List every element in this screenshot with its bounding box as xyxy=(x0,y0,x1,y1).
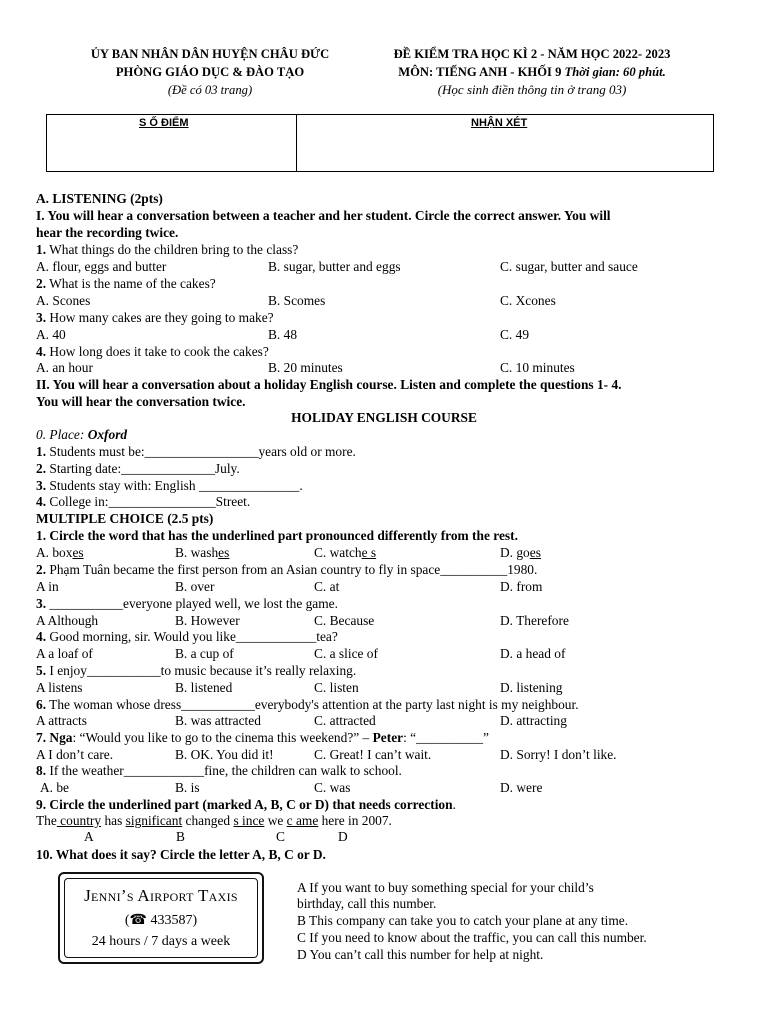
question-number: 6. xyxy=(36,697,47,712)
gap-suffix: Street. xyxy=(215,494,251,509)
question-number: 1. xyxy=(36,242,47,257)
gap-number: 1. xyxy=(36,444,47,459)
question-text: How long does it take to cook the cakes? xyxy=(46,344,269,359)
sentence-word: has xyxy=(101,813,126,828)
box-divider xyxy=(296,115,297,171)
option[interactable] xyxy=(175,545,229,561)
option-text: B. wash xyxy=(175,545,219,560)
time-allowed: Thời gian: 60 phút. xyxy=(564,65,666,79)
option[interactable] xyxy=(314,545,376,561)
part-letter-c: C xyxy=(276,829,285,844)
underlined-part-a[interactable]: country xyxy=(56,813,102,828)
option-letter: B xyxy=(297,913,306,928)
question-number: 9. xyxy=(36,797,47,812)
option[interactable]: A. an hour xyxy=(36,360,93,375)
option-letter: D xyxy=(297,947,307,962)
option-text: This company can take you to catch your plane at any time. xyxy=(305,913,629,928)
gap-prompt: Students stay with: English xyxy=(46,478,199,493)
mc-q7-stem xyxy=(36,730,489,746)
answer-blank[interactable]: _________________ xyxy=(144,444,259,459)
question-text: Circle the word that has the underlined part pronounced differently from the rest. xyxy=(46,528,518,543)
option[interactable]: C. a slice of xyxy=(314,646,378,661)
gap-item xyxy=(36,461,240,477)
option[interactable]: C. was xyxy=(314,780,351,795)
question-text: Good morning, sir. Would you like____________tea? xyxy=(46,629,338,644)
gap-number: 2. xyxy=(36,461,47,476)
option[interactable]: C. 49 xyxy=(500,327,530,342)
option[interactable]: B. sugar, butter and eggs xyxy=(268,259,401,274)
question-text: If the weather____________fine, the children can walk to school. xyxy=(46,763,402,778)
listening-q4-stem xyxy=(36,344,269,360)
option-text: If you need to know about the traffic, you can call this number. xyxy=(305,930,647,945)
underlined-part: es xyxy=(72,545,84,560)
option[interactable]: D. were xyxy=(500,780,543,795)
score-label: S Ố ĐIỂM xyxy=(139,117,189,129)
department-name: PHÒNG GIÁO DỤC & ĐÀO TẠO xyxy=(115,65,305,79)
mc-q1-instruction xyxy=(36,528,518,544)
question-number: 10. xyxy=(36,847,53,862)
error-sentence xyxy=(36,813,392,829)
part-letter-d: D xyxy=(338,829,348,844)
answer-blank[interactable]: _______________. xyxy=(198,478,303,493)
info-note: (Học sinh điền thông tin ở trang 03) xyxy=(437,82,627,97)
question-number: 8. xyxy=(36,763,47,778)
sign-hours: 24 hours / 7 days a week xyxy=(91,934,231,949)
gap-prompt: Students must be: xyxy=(46,444,145,459)
question-text: : “Would you like to go to the cinema this weekend?” – xyxy=(72,730,373,745)
place-label: 0. Place: xyxy=(36,427,88,442)
mc-q10-instruction xyxy=(36,847,326,863)
exam-title: ĐỀ KIỂM TRA HỌC KÌ 2 - NĂM HỌC 2022- 2023 xyxy=(393,47,671,61)
option-letter: A xyxy=(297,880,306,895)
question-number: 3. xyxy=(36,310,47,325)
option[interactable]: B. is xyxy=(175,780,200,795)
district-name: ỦY BAN NHÂN DÂN HUYỆN CHÂU ĐỨC xyxy=(90,47,330,61)
option[interactable]: A. 40 xyxy=(36,327,66,342)
part1-instruction-line2: hear the recording twice. xyxy=(36,225,179,240)
question-text: How many cakes are they going to make? xyxy=(46,310,274,325)
listening-q2-stem xyxy=(36,276,216,292)
question-number: 7. xyxy=(36,730,47,745)
speaker-nga: Nga xyxy=(46,730,73,745)
gap-suffix: July. xyxy=(214,461,240,476)
listening-q3-stem xyxy=(36,310,274,326)
option[interactable]: A a loaf of xyxy=(36,646,93,661)
option[interactable]: C. listen xyxy=(314,680,359,695)
gap-suffix: years old or more. xyxy=(258,444,356,459)
gap-item xyxy=(36,478,303,494)
underlined-part-b[interactable]: significant xyxy=(125,813,183,828)
option[interactable]: C. sugar, butter and sauce xyxy=(500,259,638,274)
question-text: What does it say? Circle the letter A, B, C or D. xyxy=(52,847,326,862)
option[interactable]: A. be xyxy=(40,780,70,795)
gap-item xyxy=(36,494,250,510)
mc-title: MULTIPLE CHOICE (2.5 pts) xyxy=(36,511,214,526)
option[interactable]: B. 48 xyxy=(268,327,298,342)
gap-number: 3. xyxy=(36,478,47,493)
underlined-part: es xyxy=(529,545,541,560)
option[interactable]: C. 10 minutes xyxy=(500,360,575,375)
option[interactable]: C. Because xyxy=(314,613,375,628)
sentence-word: changed xyxy=(182,813,234,828)
option[interactable]: A listens xyxy=(36,680,83,695)
question-text: I enjoy___________to music because it’s really relaxing. xyxy=(46,663,357,678)
gap-number: 4. xyxy=(36,494,47,509)
sentence-word: here in 2007. xyxy=(318,813,392,828)
sign-phone: (☎ 433587) xyxy=(124,913,198,928)
question-blank: : “__________” xyxy=(403,730,490,745)
mc-q3-stem xyxy=(36,596,338,612)
question-text: The woman whose dress___________everybody's attention at the party last night is my neighbour. xyxy=(46,697,579,712)
underlined-part: es xyxy=(218,545,230,560)
option[interactable]: A in xyxy=(36,579,59,594)
question-number: 5. xyxy=(36,663,47,678)
option-text: A. box xyxy=(36,545,73,560)
question-number: 3. xyxy=(36,596,47,611)
listening-title: A. LISTENING (2pts) xyxy=(36,191,163,206)
subject-line xyxy=(372,64,692,80)
question-text: What is the name of the cakes? xyxy=(46,276,216,291)
question-text: Circle the underlined part (marked A, B, C or D) that needs correction xyxy=(46,797,453,812)
option[interactable]: A. Scones xyxy=(36,293,91,308)
option[interactable]: D. attracting xyxy=(500,713,567,728)
option[interactable] xyxy=(36,545,84,561)
option[interactable] xyxy=(500,545,541,561)
option[interactable]: C. Xcones xyxy=(500,293,556,308)
option[interactable]: C. at xyxy=(314,579,340,594)
option[interactable]: A I don’t care. xyxy=(36,747,114,762)
mc-q9-instruction xyxy=(36,797,456,813)
underlined-part-c[interactable]: s ince xyxy=(233,813,265,828)
option[interactable]: B. was attracted xyxy=(175,713,261,728)
option[interactable]: D. Therefore xyxy=(500,613,569,628)
part1-instruction-line1: I. You will hear a conversation between a teacher and her student. Circle the correct answer. You will xyxy=(36,208,611,223)
option[interactable]: B. a cup of xyxy=(175,646,234,661)
answer-blank[interactable]: ______________ xyxy=(121,461,215,476)
option[interactable]: B. over xyxy=(175,579,215,594)
question-number: 1. xyxy=(36,528,47,543)
part-letter-b: B xyxy=(176,829,185,844)
option[interactable]: C. Great! I can’t wait. xyxy=(314,747,432,762)
subject-label: MÔN: TIẾNG ANH - KHỐI 9 xyxy=(398,65,565,79)
instruction-period: . xyxy=(452,797,456,812)
option[interactable]: B. listened xyxy=(175,680,233,695)
speaker-peter: Peter xyxy=(372,730,404,745)
place-example xyxy=(36,427,127,443)
option-text: D. go xyxy=(500,545,530,560)
option[interactable]: A attracts xyxy=(36,713,87,728)
question-text: Phạm Tuân became the first person from an Asian country to fly in space__________1980. xyxy=(46,562,538,577)
option[interactable]: B. 20 minutes xyxy=(268,360,343,375)
taxi-sign-image xyxy=(58,872,264,964)
option[interactable]: C. attracted xyxy=(314,713,376,728)
mc-q5-stem xyxy=(36,663,356,679)
option[interactable]: D. from xyxy=(500,579,543,594)
mc-q2-stem xyxy=(36,562,537,578)
sentence-word: The xyxy=(36,813,57,828)
part2-instruction-line1: II. You will hear a conversation about a holiday English course. Listen and complete the questions 1- 4. xyxy=(36,377,622,392)
option-letter: C xyxy=(297,930,306,945)
option-text: C. watch xyxy=(314,545,362,560)
part2-instruction-line2: You will hear the conversation twice. xyxy=(36,394,246,409)
place-value: Oxford xyxy=(87,427,128,442)
option[interactable]: B. However xyxy=(175,613,240,628)
option-text: If you want to buy something special for your child’s xyxy=(305,880,594,895)
question-number: 4. xyxy=(36,629,47,644)
option[interactable] xyxy=(297,947,543,963)
underlined-part-d[interactable]: c ame xyxy=(286,813,319,828)
option-text: You can’t call this number for help at night. xyxy=(306,947,544,962)
option[interactable]: B. Scomes xyxy=(268,293,326,308)
mc-q8-stem xyxy=(36,763,402,779)
option[interactable]: A Although xyxy=(36,613,99,628)
gap-prompt: College in: xyxy=(46,494,109,509)
score-comment-box xyxy=(46,114,714,172)
comment-label: NHẬN XÉT xyxy=(471,117,528,129)
answer-blank[interactable]: ________________ xyxy=(108,494,216,509)
sign-company-name: Jenni’s Airport Taxis xyxy=(84,886,238,905)
underlined-part: e s xyxy=(361,545,377,560)
option[interactable]: D. listening xyxy=(500,680,563,695)
option-continuation xyxy=(297,896,436,912)
option[interactable]: B. OK. You did it! xyxy=(175,747,274,762)
question-number: 2. xyxy=(36,276,47,291)
course-title: HOLIDAY ENGLISH COURSE xyxy=(291,410,477,425)
option[interactable]: A. flour, eggs and butter xyxy=(36,259,167,274)
question-number: 4. xyxy=(36,344,47,359)
option[interactable] xyxy=(297,880,594,896)
question-number: 2. xyxy=(36,562,47,577)
option-text: birthday, call this number. xyxy=(297,896,437,911)
mc-q4-stem xyxy=(36,629,338,645)
option[interactable]: D. a head of xyxy=(500,646,566,661)
page-count-note: (Đề có 03 trang) xyxy=(167,83,253,97)
option[interactable]: D. Sorry! I don’t like. xyxy=(500,747,617,762)
gap-item xyxy=(36,444,356,460)
option[interactable] xyxy=(297,913,628,929)
listening-q1-stem xyxy=(36,242,298,258)
gap-prompt: Starting date: xyxy=(46,461,122,476)
question-text: What things do the children bring to the class? xyxy=(46,242,299,257)
option[interactable] xyxy=(297,930,647,946)
question-text: ___________everyone played well, we lost the game. xyxy=(46,596,338,611)
sentence-word: we xyxy=(264,813,287,828)
mc-q6-stem xyxy=(36,697,579,713)
part-letter-a: A xyxy=(84,829,94,844)
